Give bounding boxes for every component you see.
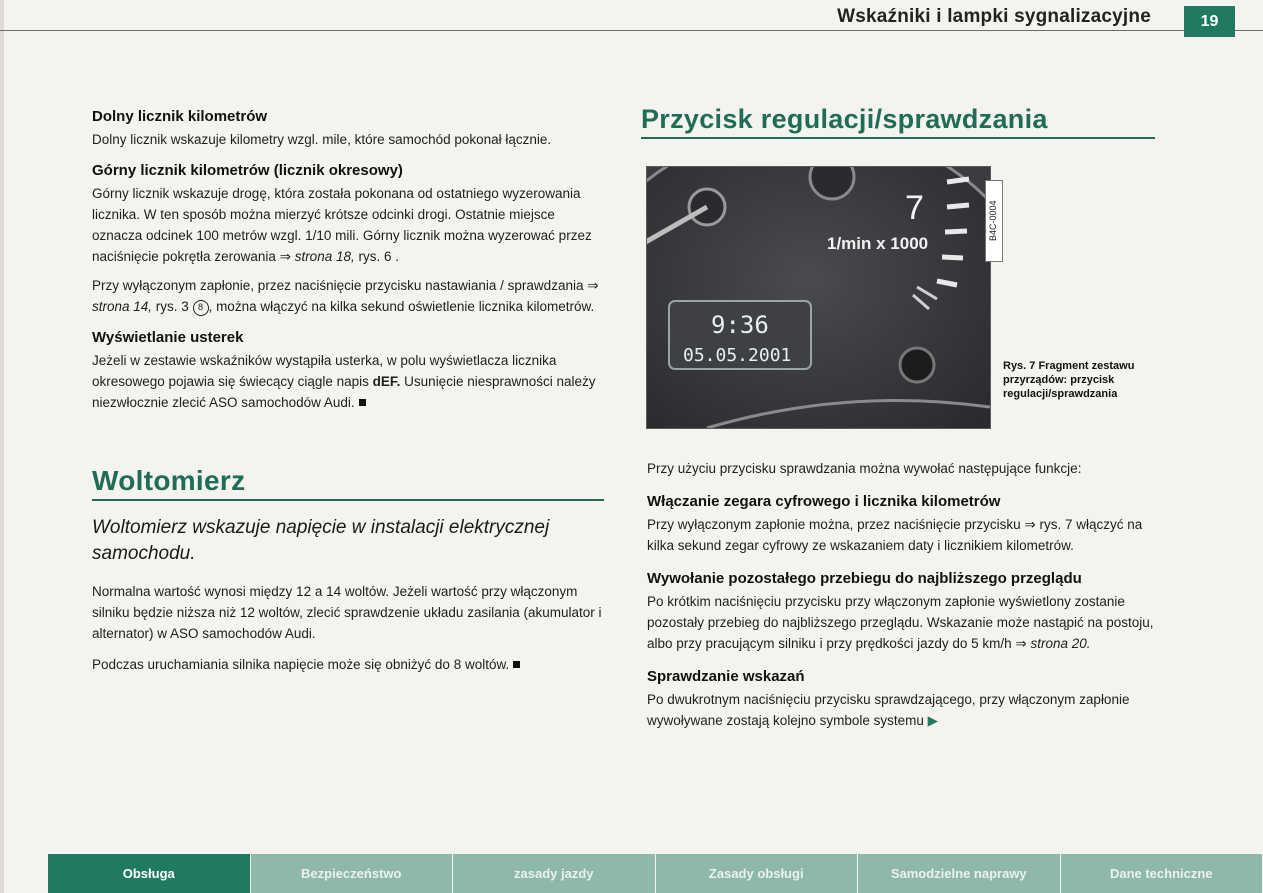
tab-samodzielne-naprawy[interactable]: Samodzielne naprawy: [858, 854, 1061, 893]
right-column: [647, 458, 1157, 731]
date-display: 05.05.2001: [683, 345, 792, 366]
tab-zasady-obslugi[interactable]: Zasady obsługi: [656, 854, 859, 893]
page-number: 19: [1184, 6, 1235, 37]
left-column: [92, 108, 604, 675]
end-of-section-marker: [359, 399, 366, 406]
section-heading: Włączanie zegara cyfrowego i licznika kilometrów: [647, 493, 1001, 510]
paragraph-text: Po dwukrotnym naciśnięciu przycisku sprawdzającego, przy włączonym zapłonie wywoływane zostają kolejno symbole systemu: [647, 692, 1130, 728]
title-rule: [641, 137, 1155, 139]
lead-text: Woltomierz wskazuje napięcie w instalacji elektrycznej samochodu.: [92, 517, 550, 564]
cluster-illustration: [647, 167, 990, 428]
page-reference[interactable]: strona 18,: [294, 249, 355, 264]
paragraph: Przy użyciu przycisku sprawdzania można wywołać następujące funkcje:: [647, 461, 1082, 476]
section-heading: Wyświetlanie usterek: [92, 329, 244, 346]
clock-display: 9:36: [711, 311, 769, 339]
figure-caption: Rys. 7 Fragment zestawu przyrządów: przycisk regulacji/sprawdzania: [1003, 360, 1135, 400]
instrument-cluster-figure: [646, 166, 991, 429]
error-code: dEF.: [372, 374, 401, 389]
paragraph: Przy wyłączonym zapłonie można, przez naciśnięcie przycisku ⇒ rys. 7 włączyć na kilka sekund zegar cyfrowy ze wskazaniem daty i licznikiem kilometrów.: [647, 517, 1143, 553]
figure-code: B4C-0004: [985, 180, 1003, 262]
paragraph-text: rys. 3: [152, 299, 193, 314]
tab-dane-techniczne[interactable]: Dane techniczne: [1061, 854, 1263, 893]
rpm-unit-label: 1/min x 1000: [827, 234, 929, 253]
paragraph-text: Przy wyłączonym zapłonie, przez naciśnięcie przycisku nastawiania / sprawdzania ⇒: [92, 278, 599, 293]
paragraph: Normalna wartość wynosi między 12 a 14 woltów. Jeżeli wartość przy włączonym silniku będzie niższa niż 12 woltów, zlecić sprawdzenie układu zasilania (akumulator i alternator) w ASO samochodów Audi.: [92, 584, 602, 641]
paragraph: [92, 275, 604, 317]
paragraph-text: Usunięcie niesprawności należy niezwłocznie zlecić ASO samochodów Audi.: [92, 374, 596, 410]
right-title-block: [641, 104, 1155, 139]
section-heading: Dolny licznik kilometrów: [92, 108, 268, 125]
paragraph-text: Górny licznik wskazuje drogę, która została pokonana od ostatniego wyzerowania licznika. W ten sposób można mierzyć krótsze odcinki drogi. Ostatnie miejsce oznacza odcinek 100 metrów wzgl. 1/10 mili. Górny licznik można wyzerować przez naciśnięcie pokrętła zerowania ⇒: [92, 186, 592, 264]
section-title: Przycisk regulacji/sprawdzania: [641, 104, 1048, 134]
paragraph-text: Po krótkim naciśnięciu przycisku przy włączonym zapłonie wyświetlony zostanie pozostały przebieg do najbliższego przeglądu. Wskazanie może nastąpić na postoju, albo przy pracującym silniku i przy prędkości jazdy do 5 km/h ⇒: [647, 594, 1154, 651]
paragraph-text: Podczas uruchamiania silnika napięcie może się obniżyć do 8 woltów.: [92, 657, 510, 672]
voltmeter-section: [92, 465, 604, 675]
section-heading: Sprawdzanie wskazań: [647, 668, 805, 685]
page-reference[interactable]: strona 20.: [1026, 636, 1091, 651]
paragraph: [92, 183, 604, 267]
end-of-section-marker: [513, 661, 520, 668]
page-reference[interactable]: strona 14,: [92, 299, 153, 314]
tab-zasady-jazdy[interactable]: zasady jazdy: [453, 854, 656, 893]
tab-bezpieczenstwo[interactable]: Bezpieczeństwo: [251, 854, 454, 893]
section-title: Woltomierz: [92, 465, 246, 496]
chapter-title: Wskaźniki i lampki sygnalizacyjne: [837, 6, 1151, 27]
tab-obsluga[interactable]: Obsługa: [48, 854, 251, 893]
adjust-check-button[interactable]: [900, 348, 934, 382]
chapter-tabs: [48, 854, 1263, 893]
paragraph: [647, 591, 1157, 654]
callout-number: 8: [193, 300, 209, 316]
paragraph-text: Jeżeli w zestawie wskaźników wystąpiła usterka, w polu wyświetlacza licznika okresowego pojawia się świecący ciągle napis: [92, 353, 557, 389]
section-heading: Górny licznik kilometrów (licznik okresowy): [92, 162, 403, 179]
paragraph: [92, 350, 604, 413]
title-rule: [92, 499, 604, 501]
continue-arrow-icon: ▶: [927, 713, 939, 728]
paragraph-text: , można włączyć na kilka sekund oświetlenie licznika kilometrów.: [208, 299, 595, 314]
page-edge: [0, 0, 4, 893]
section-heading: Wywołanie pozostałego przebiegu do najbliższego przeglądu: [647, 570, 1082, 587]
paragraph: [92, 654, 604, 675]
rpm-digit: 7: [905, 189, 924, 227]
paragraph: [647, 689, 1157, 731]
header-rule: [0, 30, 1263, 31]
paragraph-text: rys. 6 .: [354, 249, 399, 264]
paragraph: Dolny licznik wskazuje kilometry wzgl. mile, które samochód pokonał łącznie.: [92, 132, 552, 147]
